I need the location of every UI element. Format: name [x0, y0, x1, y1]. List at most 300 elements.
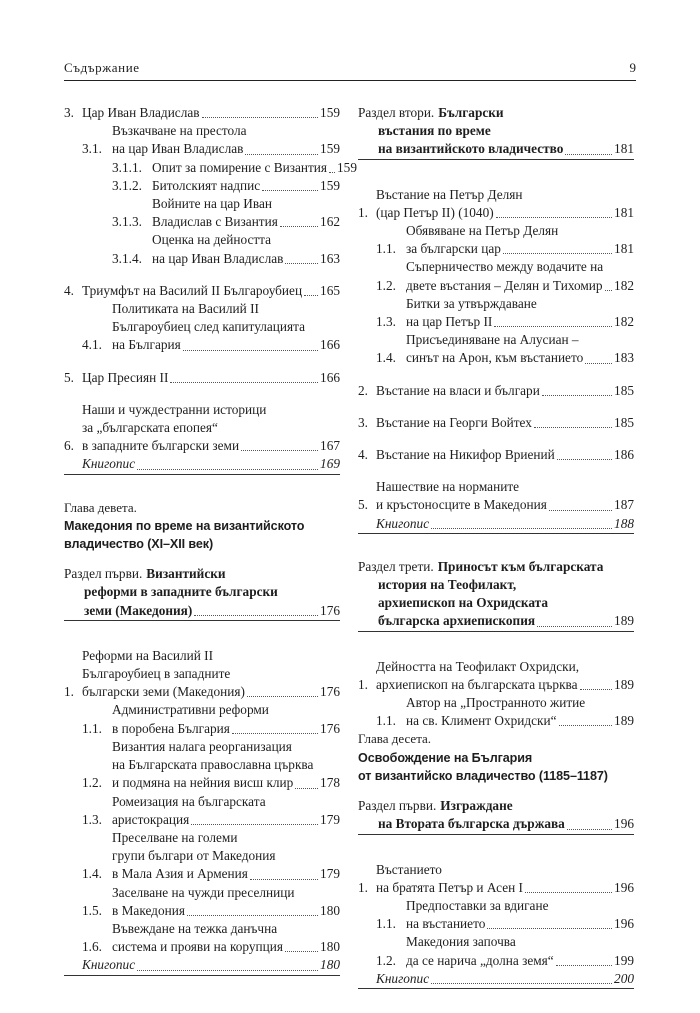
dot-leader [487, 928, 612, 929]
toc-page-number: 180 [320, 902, 340, 918]
toc-page-number: 183 [614, 350, 634, 366]
dot-leader [285, 951, 318, 952]
toc-entry-title [376, 382, 634, 400]
dot-leader [494, 326, 612, 327]
toc-page-number: 189 [614, 676, 634, 692]
toc-entry[interactable] [358, 446, 634, 464]
toc-entry-last-line [82, 455, 340, 473]
toc-entry-number: 1.5. [82, 902, 102, 918]
dot-leader [250, 879, 318, 880]
spacer [358, 400, 634, 414]
toc-entry[interactable] [112, 231, 340, 267]
toc-entry-number: 1.1. [376, 241, 396, 257]
toc-entry[interactable] [64, 104, 340, 122]
toc-entry-text-line: групи българи от Македония [112, 848, 276, 864]
toc-entry-number: 1.4. [82, 866, 102, 882]
section-title-continuation [378, 576, 634, 631]
toc-entry-text-line: в поробена България [112, 720, 230, 736]
dot-leader [183, 350, 318, 351]
toc-entry-text-line: двете въстания – Делян и Тихомир [406, 277, 603, 293]
dot-leader [232, 733, 318, 734]
toc-entry-last-line [84, 602, 340, 620]
section-title [438, 104, 634, 122]
toc-entry-title [406, 694, 634, 730]
toc-entry-text-line: Дейността на Теофилакт Охридски, [376, 658, 580, 674]
toc-entry-text-line: Войните на цар Иван [152, 196, 272, 212]
toc-entry-number: 1.3. [82, 811, 102, 827]
bibliography-title [82, 956, 340, 974]
toc-entry-last-line [376, 382, 634, 400]
toc-entry[interactable] [112, 159, 357, 177]
toc-page-number: 167 [320, 438, 340, 454]
toc-entry-number: 1.1. [376, 713, 396, 729]
chapter-heading [64, 499, 340, 554]
toc-entry-last-line [406, 952, 634, 970]
header-rule [64, 80, 636, 81]
toc-entry-text-line: Възкачване на престола [112, 123, 247, 139]
toc-entry-text-line: синът на Арон, към въстанието [406, 350, 584, 366]
toc-entry-text-line: система и прояви на корупция [112, 939, 283, 955]
toc-entry-last-line [406, 240, 634, 258]
dot-leader [605, 290, 613, 291]
toc-entry-title [112, 920, 340, 956]
toc-page-number: 159 [337, 159, 357, 175]
toc-entry-text-line: Въстание на Петър Делян [376, 186, 523, 202]
toc-column-left [64, 104, 357, 1000]
toc-entry[interactable] [112, 195, 340, 231]
toc-entry-text-line: Опит за помирение с Византия [152, 159, 328, 175]
toc-entry-title [112, 793, 340, 829]
dot-leader [565, 154, 612, 155]
bibliography-title [376, 515, 634, 533]
section-title [146, 565, 340, 583]
toc-entry-last-line [406, 915, 634, 933]
toc-entry[interactable] [82, 300, 340, 355]
toc-entry[interactable] [376, 331, 634, 367]
spacer [64, 268, 340, 282]
toc-entry-text-line: архиепископ на Охридската [378, 595, 549, 611]
toc-entry-last-line [406, 313, 634, 331]
dot-leader [262, 190, 318, 191]
toc-entry-title [112, 884, 340, 920]
toc-page-number: 182 [614, 314, 634, 330]
dot-leader [556, 965, 612, 966]
dot-leader [170, 382, 318, 383]
toc-entry[interactable] [376, 295, 634, 331]
bibliography-label: Книгопис [376, 515, 430, 531]
toc-entry[interactable] [82, 884, 340, 920]
toc-page-number: 176 [320, 602, 340, 618]
toc-entry-title [376, 186, 634, 222]
dot-leader [191, 824, 318, 825]
toc-entry-title [406, 933, 634, 969]
toc-entry-title [406, 295, 634, 331]
toc-page-number: 196 [614, 816, 634, 832]
toc-entry-text-line: история на Теофилакт, [378, 577, 517, 593]
section-title [378, 576, 634, 631]
chapter-label: Глава девета. [64, 499, 137, 515]
toc-entry-text-line: на братята Петър и Асен I [376, 879, 523, 895]
bibliography-entry[interactable] [82, 455, 340, 473]
toc-entry[interactable] [112, 177, 340, 195]
toc-entry-text-line: на Българската православна църква [112, 757, 314, 773]
spacer [358, 835, 634, 847]
dot-leader [304, 295, 318, 296]
toc-entry-text-line: Цар Пресиян II [82, 369, 169, 385]
toc-page-number: 189 [614, 713, 634, 729]
toc-page-number: 179 [320, 811, 340, 827]
toc-entry-number: 1. [358, 204, 368, 220]
toc-entry-title [82, 401, 340, 456]
toc-entry[interactable] [358, 382, 634, 400]
toc-entry-text-line: Съперничество между водачите на [406, 259, 604, 275]
toc-entry-text-line: на въстанието [406, 916, 486, 932]
toc-entry-text-line: на цар Иван Владислав [152, 250, 284, 266]
toc-page-number: 185 [614, 382, 634, 398]
toc-page-number: 159 [320, 141, 340, 157]
toc-entry[interactable] [376, 897, 634, 933]
spacer [64, 633, 340, 647]
toc-entry-last-line [112, 865, 340, 883]
toc-page-number: 182 [614, 277, 634, 293]
bibliography-label: Книгопис [376, 970, 430, 986]
bibliography-title [376, 970, 634, 988]
bibliography-entry[interactable] [376, 515, 634, 533]
toc-page-number: 187 [614, 497, 634, 513]
dot-leader [202, 117, 319, 118]
bibliography-title [82, 455, 340, 473]
toc-entry-title [406, 222, 634, 258]
toc-entry-text-line: Ромеизация на българската [112, 793, 266, 809]
toc-page-number: 176 [320, 684, 340, 700]
dot-leader [247, 696, 318, 697]
dot-leader [585, 363, 612, 364]
section-entry[interactable] [64, 565, 340, 583]
toc-entry-text-line: Предпоставки за вдигане [406, 897, 549, 913]
toc-entry-title [152, 231, 340, 267]
toc-entry-number: 1.2. [82, 775, 102, 791]
toc-entry[interactable] [358, 861, 634, 897]
toc-page-number: 185 [614, 414, 634, 430]
dot-leader [534, 427, 612, 428]
toc-entry[interactable] [376, 694, 634, 730]
toc-entry-text-line: българска архиепископия [378, 613, 536, 629]
toc-entry[interactable] [64, 369, 340, 387]
chapter-title-line: от византийско владичество (1185–1187) [358, 768, 608, 783]
toc-entry-number: 3. [358, 414, 368, 430]
toc-entry-last-line [152, 177, 340, 195]
toc-entry-text-line: и подмяна на нейния висш клир [112, 775, 294, 791]
toc-page-number: 188 [614, 515, 634, 531]
toc-entry-last-line [376, 970, 634, 988]
section-title-continuation [84, 583, 340, 619]
section-entry[interactable] [358, 797, 634, 815]
section-title [440, 797, 634, 815]
toc-entry-number: 1. [358, 676, 368, 692]
dot-leader [567, 829, 612, 830]
toc-entry-text-line: Византия налага реорганизация [112, 738, 292, 754]
toc-entry-last-line [82, 683, 340, 701]
spacer [358, 172, 634, 186]
dot-leader [542, 395, 612, 396]
toc-entry[interactable] [64, 401, 340, 456]
toc-entry[interactable] [358, 658, 634, 694]
bibliography-label: Книгопис [82, 957, 136, 973]
toc-page-number: 196 [614, 879, 634, 895]
toc-entry-title [152, 159, 357, 177]
toc-entry-text-line: аристокрация [112, 811, 190, 827]
toc-page-number: 181 [614, 141, 634, 157]
toc-entry[interactable] [82, 122, 340, 158]
toc-entry-text-line: на цар Петър II [406, 314, 493, 330]
toc-entry-title [406, 331, 634, 367]
toc-entry[interactable] [376, 933, 634, 969]
toc-entry[interactable] [82, 738, 340, 793]
toc-entry[interactable] [82, 701, 340, 737]
toc-entry-title [112, 122, 340, 158]
toc-entry-last-line [378, 815, 634, 833]
dot-leader [431, 528, 612, 529]
toc-entry-last-line [112, 140, 340, 158]
section-entry[interactable] [358, 104, 634, 122]
toc-page-number: 166 [320, 369, 340, 385]
spacer [358, 160, 634, 172]
section-title [84, 583, 340, 619]
toc-entry-text-line: архиепископ на българската църква [376, 676, 578, 692]
toc-entry-title [82, 369, 340, 387]
section-title-continuation [378, 815, 634, 833]
toc-entry[interactable] [358, 414, 634, 432]
toc-entry-title [82, 104, 340, 122]
toc-entry-text-line: земи (Македония) [84, 602, 193, 618]
toc-page-number: 189 [614, 613, 634, 629]
toc-entry-text-line: Присъединяване на Алусиан – [406, 332, 579, 348]
toc-entry[interactable] [64, 282, 340, 300]
toc-entry-number: 5. [64, 369, 74, 385]
toc-entry-title [406, 258, 634, 294]
toc-entry-last-line [406, 349, 634, 367]
dot-leader [280, 226, 318, 227]
spacer [358, 464, 634, 478]
toc-entry-text-line: Административни реформи [112, 702, 269, 718]
toc-entry-title [112, 829, 340, 884]
toc-entry[interactable] [64, 647, 340, 702]
toc-page-number: 159 [320, 177, 340, 193]
toc-entry[interactable] [376, 222, 634, 258]
toc-entry-last-line [376, 204, 634, 222]
toc-entry-last-line [112, 811, 340, 829]
toc-page-number: 169 [320, 456, 340, 472]
toc-entry-text-line: Автор на „Пространното житие [406, 695, 586, 711]
toc-entry-text-line: Въстание на Георги Войтех [376, 414, 532, 430]
toc-entry-number: 3.1.1. [112, 159, 142, 175]
dot-leader [537, 626, 612, 627]
toc-entry-text-line: Битолският надпис [152, 177, 261, 193]
section-label: Раздел първи. [358, 798, 437, 814]
toc-column-right [358, 104, 634, 1013]
toc-entry-text-line: Оценка на дейността [152, 232, 272, 248]
toc-entry-text-line: в западните български земи [82, 438, 240, 454]
toc-entry-number: 3.1.4. [112, 250, 142, 266]
toc-entry-text-line: и кръстоносците в Македония [376, 497, 547, 513]
toc-entry-text-line: да се нарича „долна земя“ [406, 952, 554, 968]
spacer [358, 432, 634, 446]
bibliography-entry[interactable] [376, 970, 634, 988]
toc-entry-last-line [152, 250, 340, 268]
toc-page-number: 186 [614, 447, 634, 463]
toc-entry-text-line: Приносът към българската [437, 558, 604, 574]
toc-entry-text-line: Политиката на Василий II [112, 301, 259, 317]
toc-entry-last-line [152, 159, 357, 177]
toc-entry[interactable] [82, 793, 340, 829]
toc-entry-number: 1.6. [82, 939, 102, 955]
toc-page-number: 165 [320, 282, 340, 298]
toc-entry-last-line [406, 712, 634, 730]
chapter-heading [358, 730, 634, 785]
toc-entry-title [376, 446, 634, 464]
toc-entry[interactable] [358, 186, 634, 222]
toc-entry-text-line: Наши и чуждестранни историци [82, 401, 267, 417]
section-label: Раздел втори. [358, 105, 435, 120]
toc-entry-number: 6. [64, 438, 74, 454]
running-header-title: Съдържание [64, 60, 140, 75]
toc-entry-number: 1.2. [376, 277, 396, 293]
dot-leader [329, 172, 335, 173]
toc-page-number: 180 [320, 939, 340, 955]
chapter-label: Глава десета. [358, 731, 432, 747]
toc-entry-last-line [376, 515, 634, 533]
dot-leader [245, 154, 318, 155]
spacer [64, 475, 340, 499]
toc-page-number: 181 [614, 204, 634, 220]
toc-entry-last-line [112, 774, 340, 792]
section-entry[interactable] [358, 558, 634, 576]
spacer [358, 785, 634, 797]
toc-entry-last-line [376, 414, 634, 432]
toc-entry-number: 4. [64, 282, 74, 298]
spacer [358, 847, 634, 861]
toc-entry[interactable] [82, 829, 340, 884]
toc-entry[interactable] [82, 920, 340, 956]
toc-entry-number: 2. [358, 382, 368, 398]
toc-entry-number: 1.2. [376, 952, 396, 968]
toc-entry-text-line: Въстание на Никифор Вриений [376, 447, 555, 463]
toc-entry-text-line: Обявяване на Петър Делян [406, 223, 559, 239]
dot-leader [187, 915, 318, 916]
toc-page-number: 163 [320, 250, 340, 266]
toc-entry-text-line: Българоубиец в западните [82, 666, 231, 682]
section-label: Раздел първи. [64, 566, 143, 582]
page-number: 9 [629, 60, 636, 75]
dot-leader [580, 689, 613, 690]
toc-entry-number: 1.1. [82, 720, 102, 736]
toc-entry-last-line [112, 902, 340, 920]
toc-entry[interactable] [376, 258, 634, 294]
toc-entry-title [112, 300, 340, 355]
toc-entry-text-line: Изграждане [440, 798, 513, 814]
toc-entry-text-line: Преселване на големи [112, 829, 238, 845]
dot-leader [549, 510, 612, 511]
toc-entry-text-line: български земи (Македония) [82, 684, 245, 700]
toc-entry-number: 3.1.3. [112, 214, 142, 230]
toc-entry-last-line [82, 437, 340, 455]
toc-entry-number: 3. [64, 105, 74, 120]
toc-page-number: 166 [320, 337, 340, 353]
toc-entry-text-line: въстания по време [378, 123, 491, 139]
toc-entry-title [112, 701, 340, 737]
chapter-title-line: владичество (XI–XII век) [64, 537, 214, 552]
dot-leader [137, 970, 318, 971]
toc-entry-text-line: Въвеждане на тежка данъчна [112, 920, 278, 936]
spacer [358, 644, 634, 658]
toc-entry-text-line: Български [438, 105, 504, 120]
toc-entry-text-line: на св. Климент Охридски“ [406, 713, 557, 729]
toc-entry-text-line: Владислав с Византия [152, 214, 278, 230]
toc-entry-title [376, 478, 634, 514]
spacer [64, 387, 340, 401]
dot-leader [137, 469, 318, 470]
section-title [378, 122, 634, 158]
toc-page-number: 199 [614, 952, 634, 968]
dot-leader [194, 615, 318, 616]
bibliography-entry[interactable] [82, 956, 340, 974]
toc-entry-number: 1. [64, 684, 74, 700]
toc-entry-last-line [378, 612, 634, 630]
spacer [358, 989, 634, 1013]
dot-leader [503, 253, 612, 254]
dot-leader [496, 217, 612, 218]
toc-entry-title [82, 282, 340, 300]
toc-entry-number: 3.1. [82, 141, 102, 157]
dot-leader [295, 788, 318, 789]
toc-entry[interactable] [358, 478, 634, 514]
toc-entry-text-line: на византийското владичество [378, 141, 564, 157]
toc-entry-number: 1.4. [376, 350, 396, 366]
toc-entry-text-line: за „българската епопея“ [82, 420, 218, 436]
spacer [358, 632, 634, 644]
toc-entry-title [152, 195, 340, 231]
toc-entry-text-line: в Мала Азия и Армения [112, 866, 248, 882]
toc-entry-title [406, 897, 634, 933]
toc-page-number: 179 [320, 866, 340, 882]
toc-entry-text-line: Битки за утвърждаване [406, 295, 537, 311]
toc-entry-number: 1.1. [376, 916, 396, 932]
toc-entry-last-line [378, 140, 634, 158]
spacer [358, 534, 634, 558]
toc-page-number: 181 [614, 241, 634, 257]
dot-leader [431, 983, 612, 984]
toc-entry-text-line: Македония започва [406, 934, 516, 950]
toc-entry-title [152, 177, 340, 195]
toc-entry-text-line: Византийски [146, 566, 226, 582]
toc-entry-text-line: Реформи на Василий II [82, 647, 214, 663]
toc-entry-number: 4. [358, 447, 368, 463]
running-header [64, 60, 636, 82]
toc-entry-last-line [112, 336, 340, 354]
spacer [64, 553, 340, 565]
section-title [438, 558, 634, 576]
toc-entry-last-line [152, 213, 340, 231]
toc-entry-text-line: (цар Петър II) (1040) [376, 204, 494, 220]
dot-leader [241, 450, 318, 451]
spacer [64, 355, 340, 369]
toc-entry-text-line: реформи в западните български [84, 584, 278, 600]
toc-entry-last-line [376, 446, 634, 464]
toc-entry-last-line [112, 938, 340, 956]
toc-entry-number: 3.1.2. [112, 177, 142, 193]
toc-entry-text-line: Заселване на чужди преселници [112, 884, 295, 900]
toc-entry-last-line [82, 369, 340, 387]
